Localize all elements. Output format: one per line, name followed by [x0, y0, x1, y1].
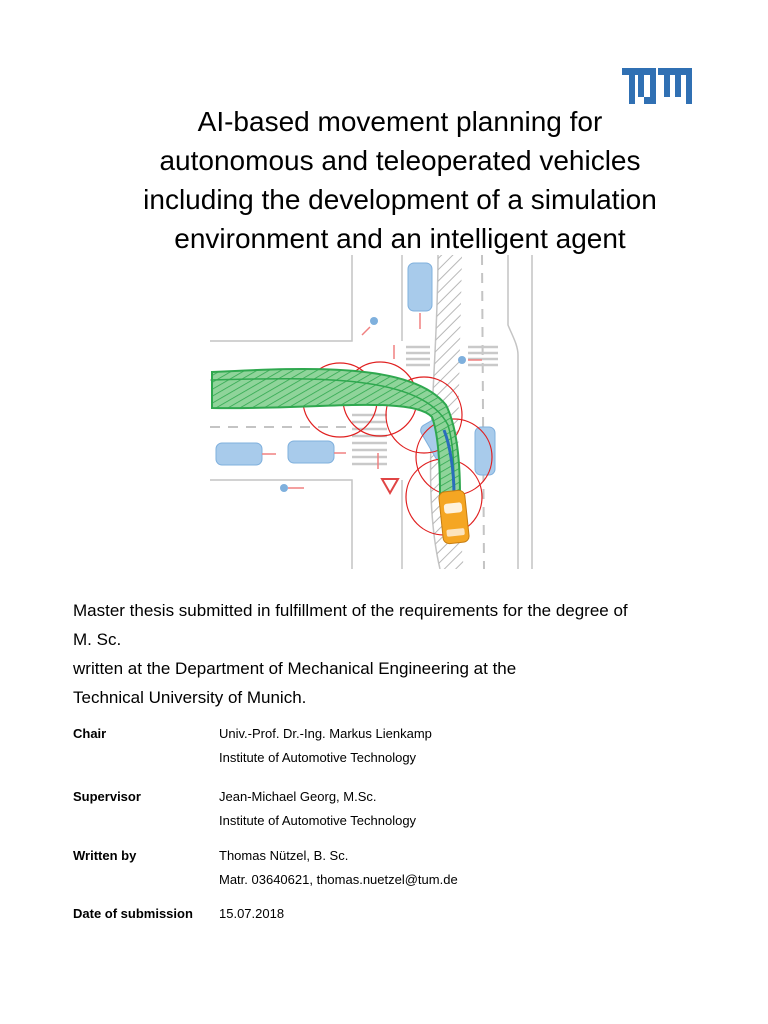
supervisor-label: Supervisor [73, 789, 141, 804]
description-line: written at the Department of Mechanical Engineering at the [73, 659, 517, 678]
ego-vehicle [438, 490, 469, 544]
author-value [219, 844, 458, 892]
title-line: AI-based movement planning for [197, 106, 603, 137]
intersection-planning-illustration [192, 255, 576, 569]
title-line: autonomous and teleoperated vehicles [159, 145, 641, 176]
chair-row [73, 722, 693, 770]
author-label: Written by [73, 848, 137, 863]
submission-date-row [73, 902, 693, 926]
title-line: including the development of a simulation [143, 184, 657, 215]
supervisor-value [219, 785, 416, 833]
chair-value [219, 722, 432, 770]
author-name: Thomas Nützel, B. Sc. [219, 848, 349, 863]
thesis-title [60, 102, 740, 258]
description-line: M. Sc. [73, 630, 122, 649]
author-row [73, 844, 693, 892]
supervisor-row [73, 785, 693, 833]
supervisor-name: Jean-Michael Georg, M.Sc. [219, 789, 377, 804]
chair-institute: Institute of Automotive Technology [219, 750, 417, 765]
description-line: Master thesis submitted in fulfillment of the requirements for the degree of [73, 601, 628, 620]
date-label: Date of submission [73, 906, 193, 921]
thesis-description [73, 596, 713, 712]
description-line: Technical University of Munich. [73, 688, 307, 707]
date-value [219, 902, 284, 926]
submission-date: 15.07.2018 [219, 906, 285, 921]
tum-logo [622, 68, 692, 104]
chair-label: Chair [73, 726, 107, 741]
supervisor-institute: Institute of Automotive Technology [219, 813, 417, 828]
author-contact: Matr. 03640621, thomas.nuetzel@tum.de [219, 872, 458, 887]
title-line: environment and an intelligent agent [174, 223, 626, 254]
chair-name: Univ.-Prof. Dr.-Ing. Markus Lienkamp [219, 726, 432, 741]
